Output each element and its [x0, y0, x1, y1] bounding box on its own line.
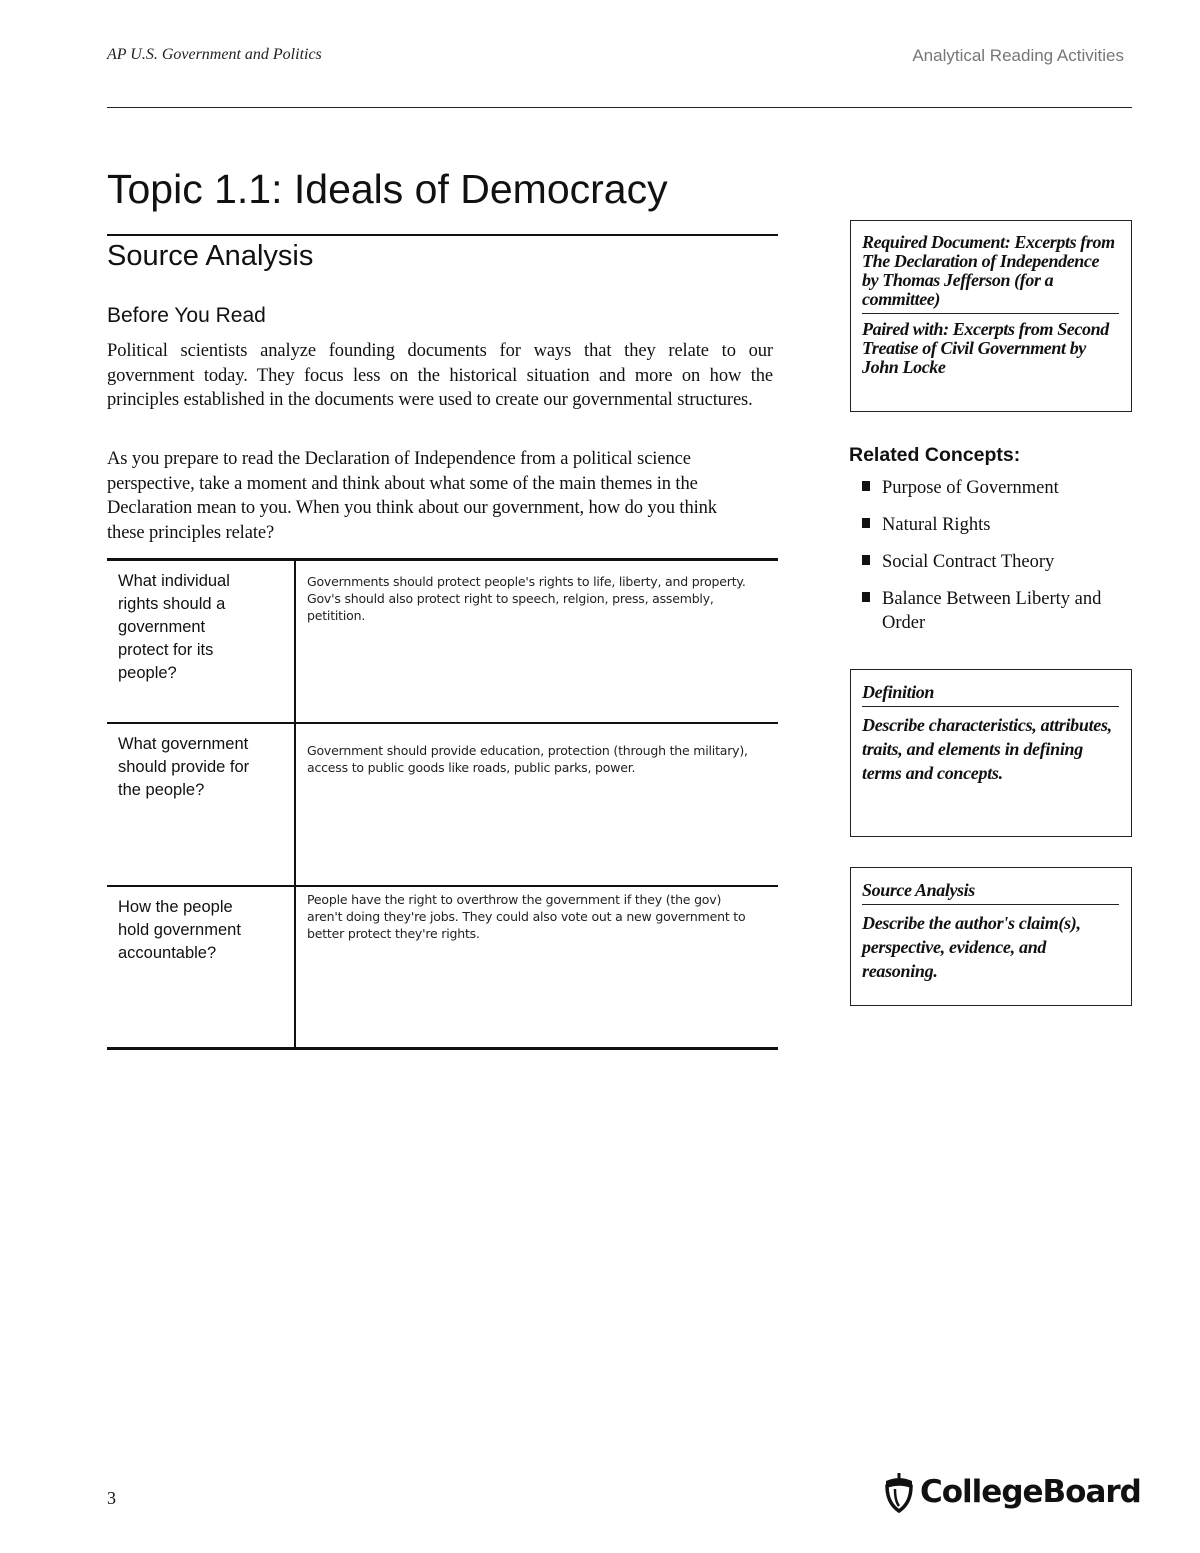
list-item: [862, 587, 1122, 635]
subsection-title: Before You Read: [107, 304, 266, 327]
definition-text: Describe characteristics, attributes, traits, and elements in defining terms and concepts.: [862, 715, 1112, 783]
square-bullet-icon: [862, 481, 870, 491]
source-analysis-text: Describe the author's claim(s), perspective, evidence, and reasoning.: [862, 913, 1081, 981]
answer-cell[interactable]: Government should provide education, protection (through the military), access to public goods like roads, public parks, power.: [295, 723, 778, 886]
question-cell: [107, 723, 295, 886]
concept-label: Natural Rights: [882, 515, 991, 535]
question-cell: [107, 886, 295, 1049]
question-text: How the people hold government accountable?: [118, 897, 241, 962]
answer-cell[interactable]: People have the right to overthrow the government if they (the gov) aren't doing they're jobs. They could also vote out a new government to better protect they're rights.: [295, 886, 778, 1049]
section-title: Source Analysis: [107, 240, 314, 272]
definition-box: [850, 669, 1132, 837]
acorn-icon: [882, 1471, 916, 1513]
header-divider: [107, 107, 1132, 108]
square-bullet-icon: [862, 555, 870, 565]
concept-label: Balance Between Liberty and Order: [882, 589, 1102, 633]
concept-label: Purpose of Government: [882, 478, 1059, 498]
question-table: [107, 558, 778, 1050]
source-analysis-heading: Source Analysis: [862, 880, 975, 900]
definition-heading: Definition: [862, 682, 935, 702]
source-analysis-box: [850, 867, 1132, 1006]
related-concepts-list: [862, 476, 1122, 648]
header-course-title: AP U.S. Government and Politics: [107, 46, 322, 63]
answer-cell[interactable]: Governments should protect people's rights to life, liberty, and property. Gov's should also protect right to speech, relgion, press, assembly, petitition.: [307, 574, 746, 623]
title-divider: [107, 234, 778, 236]
page-title: Topic 1.1: Ideals of Democracy: [107, 166, 668, 212]
logo-text: CollegeBoard: [920, 1474, 1141, 1510]
intro-paragraph: Political scientists analyze founding documents for ways that they relate to our government today. They focus less on the historical situation and more on how the principles established in the documents were used to create our governmental structures.: [107, 341, 773, 410]
table-row: [107, 723, 778, 886]
square-bullet-icon: [862, 518, 870, 528]
square-bullet-icon: [862, 592, 870, 602]
list-item: [862, 550, 1122, 574]
table-row: [107, 886, 778, 1049]
required-document: Required Document: Excerpts from The Declaration of Independence by Thomas Jefferson (for a committee): [862, 232, 1115, 309]
list-item: [862, 513, 1122, 537]
header-activity-title: Analytical Reading Activities: [912, 46, 1124, 65]
question-cell: [107, 560, 295, 723]
paired-document: Paired with: Excerpts from Second Treatise of Civil Government by John Locke: [862, 319, 1109, 377]
question-text: What government should provide for the people?: [118, 734, 250, 799]
document-box: [850, 220, 1132, 412]
source-analysis-divider: [862, 904, 1119, 905]
concept-label: Social Contract Theory: [882, 552, 1055, 572]
related-concepts-heading: Related Concepts:: [849, 444, 1021, 466]
list-item: [862, 476, 1122, 500]
page-number: 3: [107, 1488, 116, 1508]
table-row: [107, 560, 778, 723]
prompt-paragraph: As you prepare to read the Declaration of Independence from a political science perspective, take a moment and think about what some of the main themes in the Declaration mean to you. When you think about our government, how do you think these principles relate?: [107, 449, 717, 543]
definition-divider: [862, 706, 1119, 707]
question-text: What individual rights should a government protect for its people?: [118, 572, 230, 682]
document-box-divider: [862, 313, 1119, 314]
collegeboard-logo: [882, 1471, 1141, 1513]
